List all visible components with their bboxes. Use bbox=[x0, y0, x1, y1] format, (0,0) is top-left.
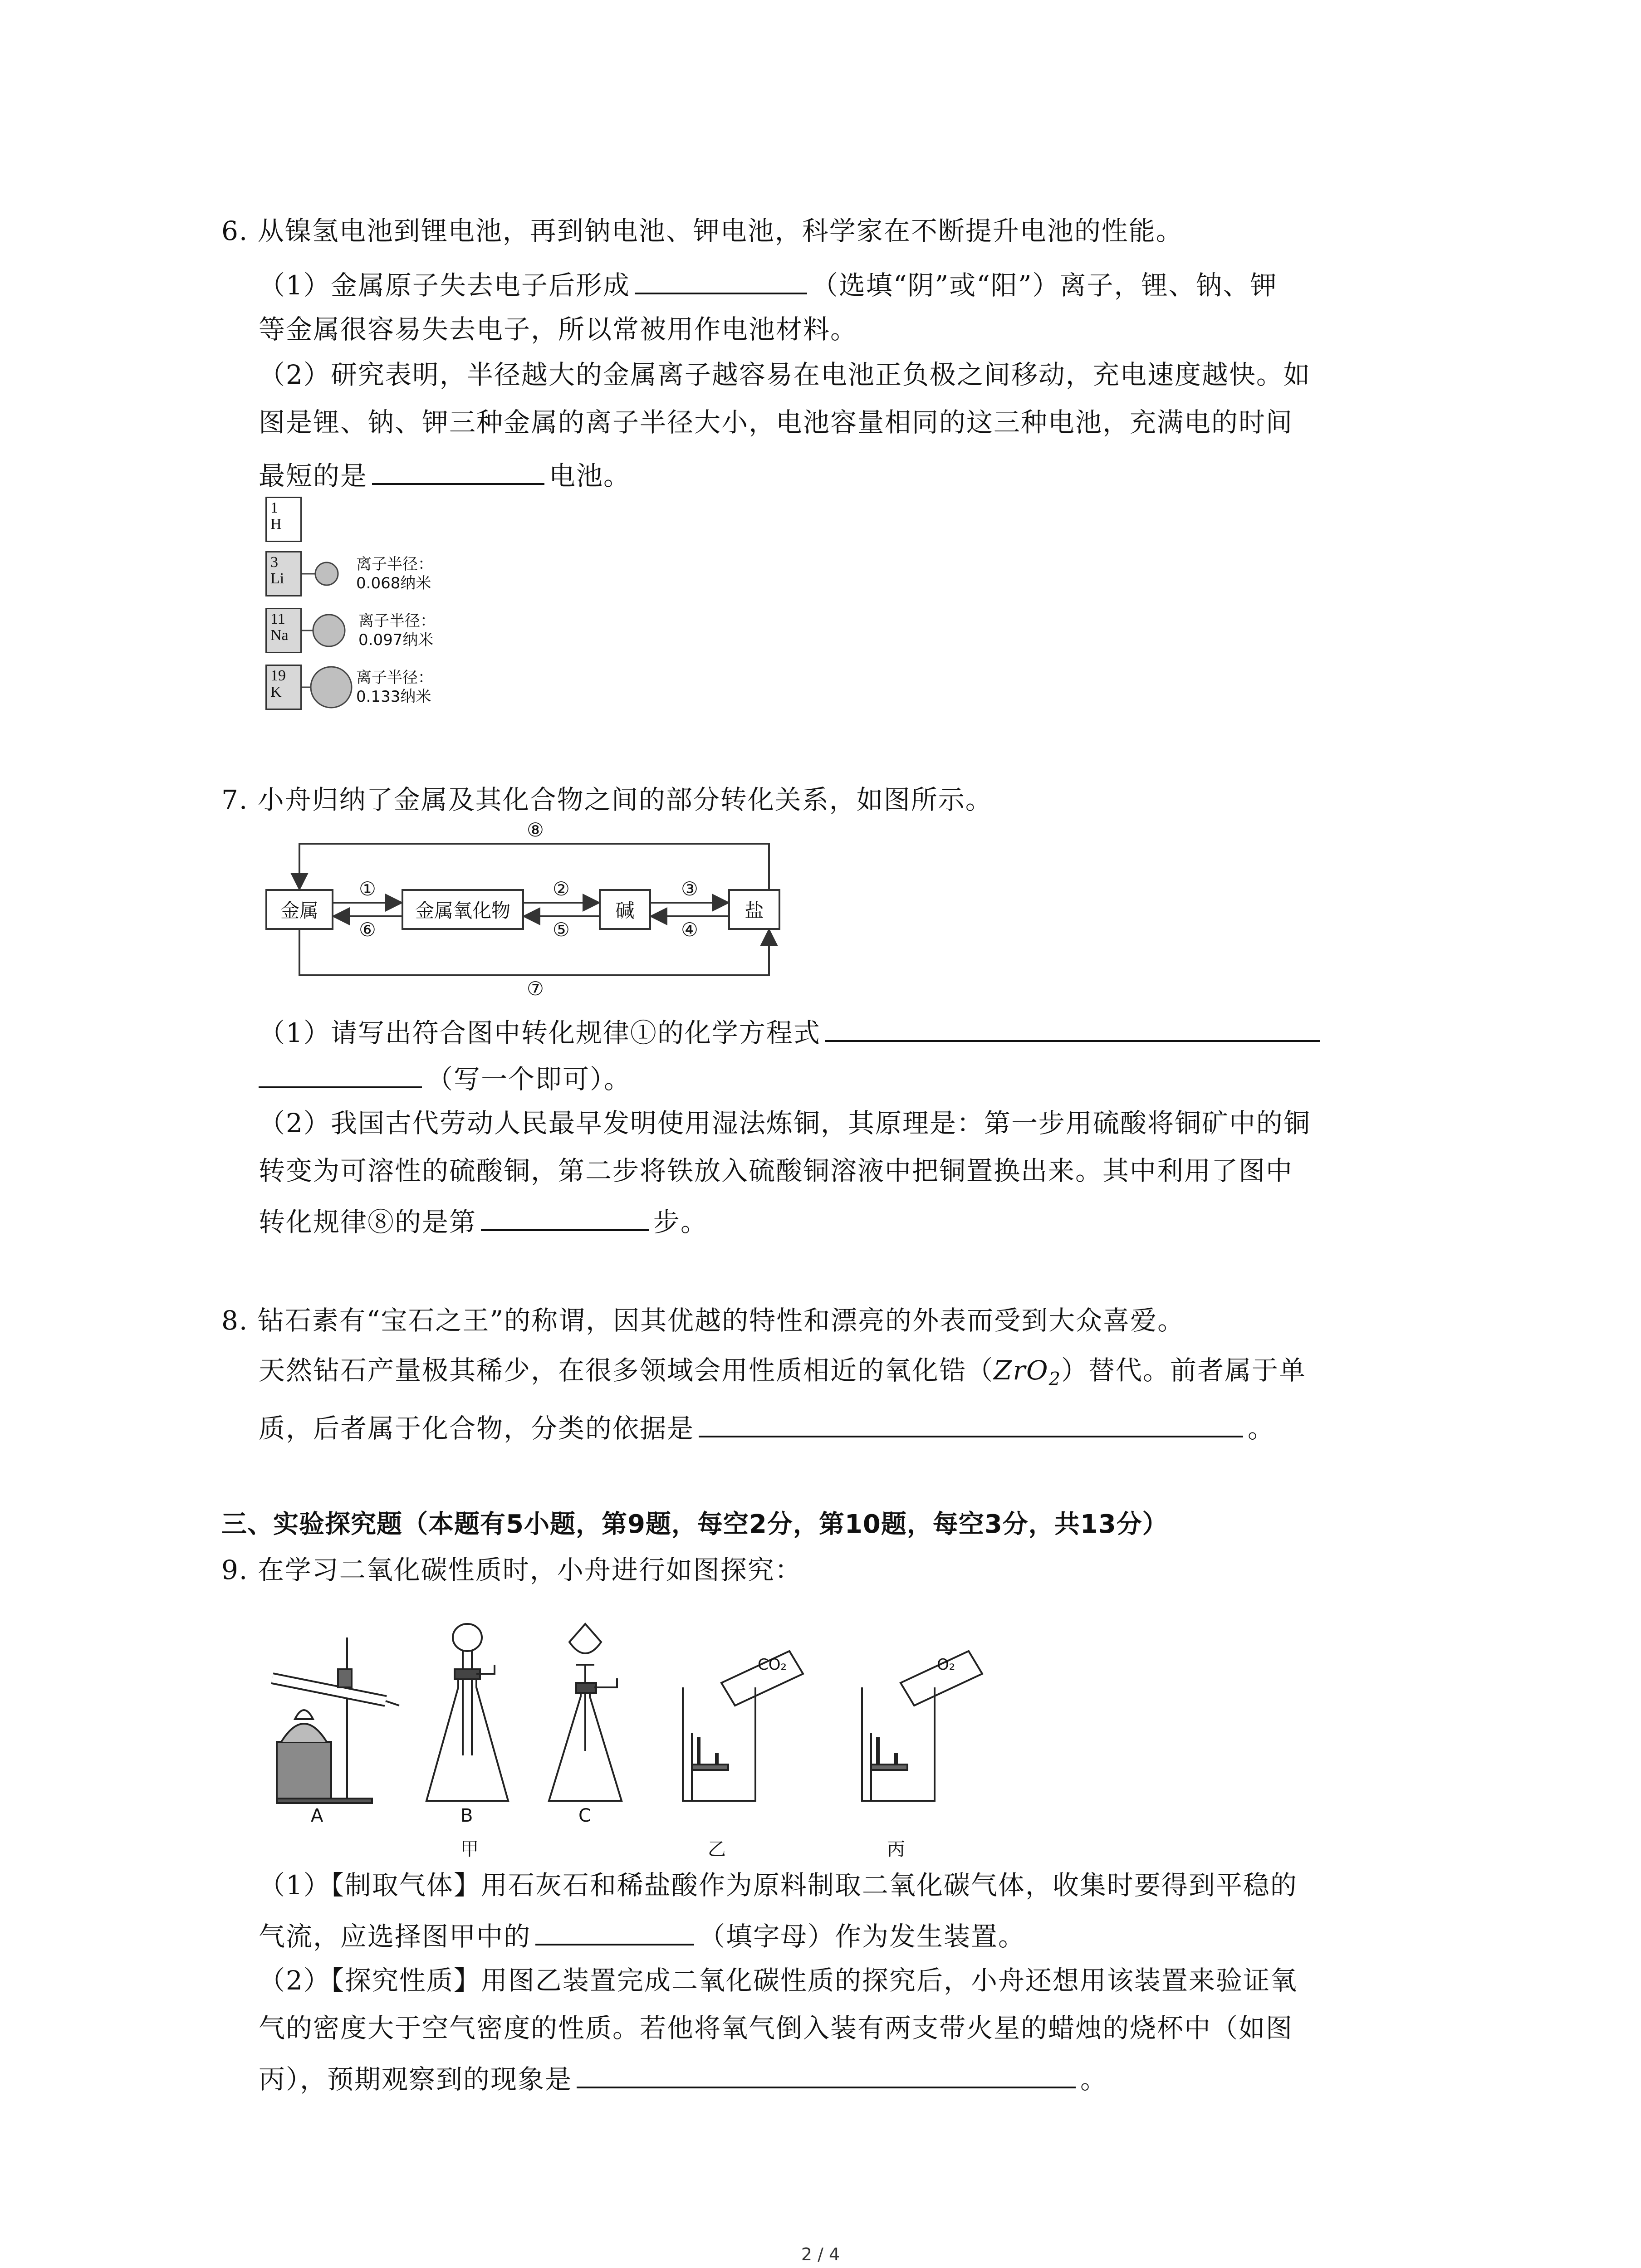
page-number: 2 / 4 bbox=[801, 2244, 840, 2264]
q7-stem: 7. 小舟归纳了金属及其化合物之间的部分转化关系，如图所示。 bbox=[221, 784, 993, 815]
li-radius-label: 离子半径： bbox=[356, 555, 433, 573]
q6-part1-line1 bbox=[259, 265, 1278, 302]
node-metal: 金属 bbox=[265, 889, 333, 930]
q7-answer-blank-1b[interactable] bbox=[259, 1059, 422, 1088]
q7-answer-blank-2[interactable] bbox=[481, 1202, 649, 1231]
q7-part1-line1 bbox=[259, 1013, 1324, 1049]
q6-part2-line1: （2）研究表明，半径越大的金属离子越容易在电池正负极之间移动，充电速度越快。如 bbox=[259, 359, 1311, 390]
q8-line3 bbox=[259, 1408, 1275, 1445]
apparatus-drawings bbox=[268, 1615, 1107, 1814]
q9-answer-blank-1[interactable] bbox=[535, 1916, 694, 1945]
co2-bottle-label: CO₂ bbox=[758, 1656, 787, 1674]
q6-answer-blank-2[interactable] bbox=[372, 456, 544, 485]
q9-part1-line1: （1）【制取气体】用石灰石和稀盐酸作为原料制取二氧化碳气体，收集时要得到平稳的 bbox=[259, 1870, 1298, 1901]
li-radius-value: 0.068纳米 bbox=[356, 574, 431, 592]
q9-answer-blank-2[interactable] bbox=[577, 2059, 1076, 2088]
q8-text-c: 质，后者属于化合物，分类的依据是 bbox=[259, 1413, 695, 1444]
conversion-arrows bbox=[265, 821, 787, 1002]
label-2: ② bbox=[553, 878, 570, 900]
section-3-title: 三、实验探究题（本题有5小题，第9题，每空2分，第10题，每空3分，共13分） bbox=[221, 1510, 1168, 1539]
q6-part1-text-b: （选填“阴”或“阳”）离子，锂、钠、钾 bbox=[811, 270, 1278, 301]
q7-part2-line2: 转变为可溶性的硫酸铜，第二步将铁放入硫酸铜溶液中把铜置换出来。其中利用了图中 bbox=[259, 1155, 1293, 1186]
q8-stem: 8. 钻石素有“宝石之王”的称谓，因其优越的特性和漂亮的外表而受到大众喜爱。 bbox=[221, 1305, 1185, 1336]
q9-part1-text-c: （填字母）作为发生装置。 bbox=[699, 1921, 1026, 1952]
label-a: A bbox=[311, 1805, 323, 1826]
q6-stem: 6. 从镍氢电池到锂电池，再到钠电池、钾电池，科学家在不断提升电池的性能。 bbox=[221, 215, 1183, 246]
o2-bottle-label: O₂ bbox=[937, 1656, 955, 1674]
q7-part2-text-c: 转化规律⑧的是第 bbox=[259, 1207, 477, 1237]
q8-text-d: 。 bbox=[1248, 1413, 1275, 1444]
apparatus-figure bbox=[268, 1615, 1107, 1869]
q6-part1-text-a: （1）金属原子失去电子后形成 bbox=[259, 270, 630, 301]
apparatus-a bbox=[272, 1637, 399, 1803]
h-symbol: H bbox=[270, 516, 282, 533]
q9-part2-line3 bbox=[259, 2059, 1107, 2096]
q7-part1-line2 bbox=[259, 1059, 631, 1095]
na-radius-value: 0.097纳米 bbox=[358, 631, 434, 649]
k-atomic-number: 19 bbox=[270, 667, 286, 684]
q8-line2 bbox=[259, 1354, 1306, 1396]
label-jia: 甲 bbox=[460, 1839, 479, 1860]
label-b: B bbox=[460, 1805, 473, 1826]
apparatus-bing bbox=[862, 1651, 982, 1801]
node-salt: 盐 bbox=[728, 889, 780, 930]
q7-answer-blank-1[interactable] bbox=[825, 1013, 1320, 1042]
label-bing: 丙 bbox=[887, 1839, 905, 1860]
na-symbol: Na bbox=[270, 627, 289, 644]
q8-answer-blank[interactable] bbox=[699, 1408, 1243, 1437]
conversion-diagram bbox=[265, 821, 787, 1002]
q9-stem: 9. 在学习二氧化碳性质时，小舟进行如图探究： bbox=[221, 1554, 802, 1585]
q9-part2-line1: （2）【探究性质】用图乙装置完成二氧化碳性质的探究后，小舟还想用该装置来验证氧 bbox=[259, 1965, 1298, 1996]
label-yi: 乙 bbox=[708, 1839, 726, 1860]
q6-answer-blank-1[interactable] bbox=[635, 265, 807, 294]
q6-part2-line2: 图是锂、钠、钾三种金属的离子半径大小，电池容量相同的这三种电池，充满电的时间 bbox=[259, 407, 1293, 438]
q9-part2-text-c: 丙），预期观察到的现象是 bbox=[259, 2064, 573, 2095]
apparatus-c bbox=[549, 1624, 622, 1801]
q7-part2-line1: （2）我国古代劳动人民最早发明使用湿法炼铜，其原理是：第一步用硫酸将铜矿中的铜 bbox=[259, 1108, 1311, 1139]
li-symbol: Li bbox=[270, 570, 284, 587]
q9-part1-line2 bbox=[259, 1916, 1025, 1953]
q9-part1-text-b: 气流，应选择图甲中的 bbox=[259, 1921, 531, 1952]
k-symbol: K bbox=[270, 684, 282, 700]
q8-text-b: ）替代。前者属于单 bbox=[1061, 1355, 1307, 1386]
label-c: C bbox=[578, 1805, 591, 1826]
k-ion-circle bbox=[311, 667, 352, 708]
q8-text-a: 天然钻石产量极其稀少，在很多领域会用性质相近的氧化锆（ bbox=[259, 1355, 994, 1386]
k-radius-value: 0.133纳米 bbox=[356, 688, 431, 706]
label-7: ⑦ bbox=[527, 978, 544, 1000]
na-ion-circle bbox=[313, 615, 345, 646]
na-radius-label: 离子半径： bbox=[358, 612, 436, 630]
na-atomic-number: 11 bbox=[270, 611, 285, 627]
label-3: ③ bbox=[681, 878, 698, 900]
ion-circles bbox=[265, 497, 356, 723]
k-radius-label: 离子半径： bbox=[356, 669, 433, 687]
q7-part1-text-b: （写一个即可）。 bbox=[426, 1064, 632, 1095]
q9-part2-line2: 气的密度大于空气密度的性质。若他将氧气倒入装有两支带火星的蜡烛的烧杯中（如图 bbox=[259, 2013, 1293, 2043]
node-metal-oxide: 金属氧化物 bbox=[402, 889, 524, 930]
q6-part2-text-c: 最短的是 bbox=[259, 460, 368, 491]
label-8: ⑧ bbox=[527, 819, 544, 841]
label-5: ⑤ bbox=[553, 919, 570, 941]
ion-radius-figure bbox=[265, 497, 501, 723]
li-atomic-number: 3 bbox=[270, 554, 278, 571]
q7-part2-line3 bbox=[259, 1202, 708, 1238]
q6-part1-line2: 等金属很容易失去电子，所以常被用作电池材料。 bbox=[259, 314, 858, 345]
h-atomic-number: 1 bbox=[270, 499, 278, 516]
q6-part2-text-d: 电池。 bbox=[549, 460, 631, 491]
q9-part2-text-d: 。 bbox=[1080, 2064, 1108, 2095]
label-1: ① bbox=[359, 878, 376, 900]
node-base: 碱 bbox=[599, 889, 651, 930]
label-4: ④ bbox=[681, 919, 698, 941]
q7-part2-text-d: 步。 bbox=[653, 1207, 708, 1237]
q7-part1-text-a: （1）请写出符合图中转化规律①的化学方程式 bbox=[259, 1017, 821, 1048]
apparatus-b bbox=[426, 1624, 508, 1801]
li-ion-circle bbox=[315, 562, 338, 585]
q8-formula-subscript: 2 bbox=[1048, 1369, 1062, 1390]
q8-formula: ZrO bbox=[994, 1355, 1049, 1386]
q6-part2-line3 bbox=[259, 456, 631, 492]
label-6: ⑥ bbox=[359, 919, 376, 941]
